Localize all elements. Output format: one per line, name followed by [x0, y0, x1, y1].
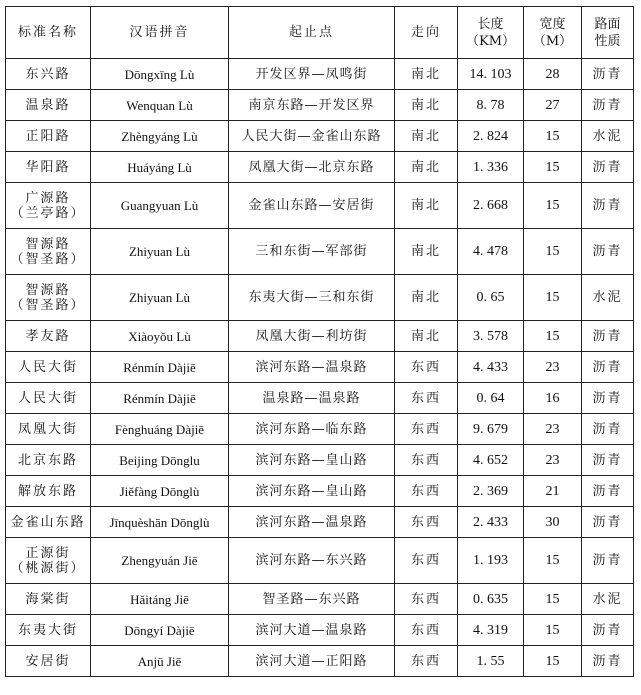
table-row [6, 646, 634, 677]
cell-surface: 沥青 [582, 59, 634, 90]
cell-surface: 沥青 [582, 183, 634, 229]
header-surface-line2: 性质 [594, 33, 621, 49]
cell-direction: 南北 [395, 275, 458, 321]
cell-pinyin: Zhiyuan Lù [91, 275, 229, 321]
table-row [6, 538, 634, 584]
road-name: 解放东路 [17, 483, 78, 499]
header-row [6, 7, 634, 59]
cell-road-name [6, 414, 91, 445]
cell-road-name [6, 59, 91, 90]
cell-length: 1. 336 [458, 152, 524, 183]
cell-pinyin: Wenquan Lù [91, 90, 229, 121]
cell-surface: 沥青 [582, 615, 634, 646]
cell-length: 4. 319 [458, 615, 524, 646]
cell-road-name [6, 383, 91, 414]
road-name: 东兴路 [25, 66, 71, 82]
table-body [6, 59, 634, 677]
cell-width: 23 [524, 414, 582, 445]
cell-pinyin: Beijing Dōnglu [91, 445, 229, 476]
table-row [6, 584, 634, 615]
cell-surface: 沥青 [582, 90, 634, 121]
cell-range: 开发区界—凤鸣街 [229, 59, 395, 90]
cell-direction: 东西 [395, 615, 458, 646]
road-name: 人民大街 [17, 359, 78, 375]
road-name: 东夷大街 [17, 622, 78, 638]
road-name: 凤凰大街 [17, 421, 78, 437]
cell-width: 16 [524, 383, 582, 414]
cell-surface: 沥青 [582, 152, 634, 183]
road-alias: （智圣路） [10, 297, 86, 313]
cell-direction: 南北 [395, 59, 458, 90]
cell-surface: 水泥 [582, 584, 634, 615]
cell-width: 23 [524, 352, 582, 383]
cell-pinyin: Zhiyuan Lù [91, 229, 229, 275]
header-length-unit: （KM） [465, 33, 516, 49]
cell-width: 15 [524, 321, 582, 352]
cell-pinyin: Xiàoyǒu Lù [91, 321, 229, 352]
cell-surface: 沥青 [582, 646, 634, 677]
cell-range: 智圣路—东兴路 [229, 584, 395, 615]
road-name: 温泉路 [25, 97, 71, 113]
cell-range: 滨河东路—温泉路 [229, 507, 395, 538]
cell-surface: 沥青 [582, 414, 634, 445]
cell-road-name [6, 476, 91, 507]
road-name: 华阳路 [25, 159, 71, 175]
road-alias: （桃源街） [10, 560, 86, 576]
cell-width: 21 [524, 476, 582, 507]
cell-width: 15 [524, 275, 582, 321]
cell-surface: 沥青 [582, 352, 634, 383]
cell-direction: 东西 [395, 445, 458, 476]
cell-length: 3. 578 [458, 321, 524, 352]
cell-pinyin: Dōngyí Dàjiē [91, 615, 229, 646]
cell-width: 28 [524, 59, 582, 90]
cell-pinyin: Zhengyuán Jiē [91, 538, 229, 584]
cell-range: 滨河大道—正阳路 [229, 646, 395, 677]
cell-pinyin: Huáyáng Lù [91, 152, 229, 183]
cell-road-name [6, 538, 91, 584]
cell-surface: 沥青 [582, 383, 634, 414]
cell-width: 30 [524, 507, 582, 538]
road-alias: （智圣路） [10, 251, 86, 267]
cell-range: 滨河东路—皇山路 [229, 476, 395, 507]
cell-width: 15 [524, 152, 582, 183]
cell-range: 滨河东路—临东路 [229, 414, 395, 445]
cell-length: 4. 652 [458, 445, 524, 476]
road-name: 正源街 [25, 545, 71, 561]
header-direction: 走向 [395, 7, 458, 59]
cell-range: 东夷大街—三和东街 [229, 275, 395, 321]
cell-range: 滨河东路—温泉路 [229, 352, 395, 383]
cell-direction: 东西 [395, 584, 458, 615]
cell-road-name [6, 121, 91, 152]
cell-pinyin: Dōngxīng Lù [91, 59, 229, 90]
cell-direction: 南北 [395, 183, 458, 229]
cell-pinyin: Zhèngyáng Lù [91, 121, 229, 152]
table-row [6, 615, 634, 646]
cell-length: 2. 668 [458, 183, 524, 229]
cell-direction: 南北 [395, 152, 458, 183]
road-name: 正阳路 [25, 128, 71, 144]
cell-length: 2. 433 [458, 507, 524, 538]
cell-surface: 沥青 [582, 445, 634, 476]
cell-pinyin: Hǎitáng Jiē [91, 584, 229, 615]
cell-direction: 东西 [395, 414, 458, 445]
cell-width: 27 [524, 90, 582, 121]
road-name: 人民大街 [17, 390, 78, 406]
cell-width: 15 [524, 538, 582, 584]
table-row [6, 414, 634, 445]
table-row [6, 507, 634, 538]
cell-road-name [6, 584, 91, 615]
cell-road-name [6, 615, 91, 646]
cell-road-name [6, 445, 91, 476]
cell-range: 滨河大道—温泉路 [229, 615, 395, 646]
cell-surface: 沥青 [582, 476, 634, 507]
table-row [6, 121, 634, 152]
cell-surface: 水泥 [582, 275, 634, 321]
road-name: 北京东路 [17, 452, 78, 468]
cell-length: 0. 65 [458, 275, 524, 321]
header-width-label: 宽度 [539, 16, 566, 32]
cell-surface: 沥青 [582, 229, 634, 275]
cell-surface: 水泥 [582, 121, 634, 152]
cell-width: 23 [524, 445, 582, 476]
cell-length: 2. 369 [458, 476, 524, 507]
cell-range: 金雀山东路—安居街 [229, 183, 395, 229]
cell-pinyin: Guangyuan Lù [91, 183, 229, 229]
cell-range: 凤凰大街—北京东路 [229, 152, 395, 183]
cell-direction: 南北 [395, 121, 458, 152]
header-width-unit: （M） [532, 33, 573, 49]
table-row [6, 321, 634, 352]
cell-direction: 南北 [395, 321, 458, 352]
cell-width: 15 [524, 121, 582, 152]
table-row [6, 90, 634, 121]
cell-direction: 南北 [395, 229, 458, 275]
table-row [6, 59, 634, 90]
road-table [5, 6, 634, 677]
table-row [6, 152, 634, 183]
cell-pinyin: Jīnquèshān Dōnglù [91, 507, 229, 538]
table-row [6, 445, 634, 476]
cell-width: 15 [524, 615, 582, 646]
cell-road-name [6, 321, 91, 352]
road-name: 海棠街 [25, 591, 71, 607]
cell-road-name [6, 646, 91, 677]
table-row [6, 229, 634, 275]
cell-pinyin: Jiěfàng Dōnglù [91, 476, 229, 507]
road-name: 孝友路 [25, 328, 71, 344]
cell-range: 滨河东路—皇山路 [229, 445, 395, 476]
table-row [6, 352, 634, 383]
cell-length: 0. 635 [458, 584, 524, 615]
cell-range: 人民大街—金雀山东路 [229, 121, 395, 152]
cell-range: 滨河东路—东兴路 [229, 538, 395, 584]
cell-range: 南京东路—开发区界 [229, 90, 395, 121]
cell-width: 15 [524, 646, 582, 677]
header-pinyin: 汉语拼音 [91, 7, 229, 59]
road-name: 智源路 [25, 282, 71, 298]
table-row [6, 476, 634, 507]
cell-road-name [6, 507, 91, 538]
cell-pinyin: Rénmín Dàjiē [91, 352, 229, 383]
cell-range: 温泉路—温泉路 [229, 383, 395, 414]
road-name: 广源路 [25, 190, 71, 206]
road-alias: （兰亭路） [10, 205, 86, 221]
cell-direction: 东西 [395, 646, 458, 677]
cell-length: 9. 679 [458, 414, 524, 445]
header-surface-line1: 路面 [594, 16, 621, 32]
header-name: 标准名称 [6, 7, 91, 59]
cell-length: 1. 55 [458, 646, 524, 677]
header-surface [582, 7, 634, 59]
cell-road-name [6, 352, 91, 383]
table-row [6, 183, 634, 229]
cell-surface: 沥青 [582, 538, 634, 584]
cell-direction: 东西 [395, 352, 458, 383]
cell-direction: 东西 [395, 476, 458, 507]
road-name: 安居街 [25, 653, 71, 669]
cell-road-name [6, 90, 91, 121]
cell-width: 15 [524, 584, 582, 615]
table-row [6, 383, 634, 414]
cell-length: 2. 824 [458, 121, 524, 152]
cell-direction: 南北 [395, 90, 458, 121]
cell-length: 8. 78 [458, 90, 524, 121]
cell-length: 1. 193 [458, 538, 524, 584]
header-length [458, 7, 524, 59]
header-range: 起止点 [229, 7, 395, 59]
road-name: 金雀山东路 [10, 514, 86, 530]
cell-length: 14. 103 [458, 59, 524, 90]
cell-direction: 东西 [395, 538, 458, 584]
cell-surface: 沥青 [582, 507, 634, 538]
cell-width: 15 [524, 183, 582, 229]
cell-surface: 沥青 [582, 321, 634, 352]
header-length-label: 长度 [477, 16, 504, 32]
cell-pinyin: Anjū Jiē [91, 646, 229, 677]
cell-road-name [6, 152, 91, 183]
cell-direction: 东西 [395, 383, 458, 414]
cell-road-name [6, 183, 91, 229]
header-width [524, 7, 582, 59]
cell-road-name [6, 275, 91, 321]
cell-length: 4. 433 [458, 352, 524, 383]
cell-pinyin: Fènghuáng Dàjiē [91, 414, 229, 445]
cell-road-name [6, 229, 91, 275]
cell-range: 三和东街—军部街 [229, 229, 395, 275]
table-row [6, 275, 634, 321]
cell-length: 0. 64 [458, 383, 524, 414]
cell-pinyin: Rénmín Dàjiē [91, 383, 229, 414]
cell-direction: 东西 [395, 507, 458, 538]
cell-width: 15 [524, 229, 582, 275]
cell-length: 4. 478 [458, 229, 524, 275]
cell-range: 凤凰大街—利坊街 [229, 321, 395, 352]
road-name: 智源路 [25, 236, 71, 252]
